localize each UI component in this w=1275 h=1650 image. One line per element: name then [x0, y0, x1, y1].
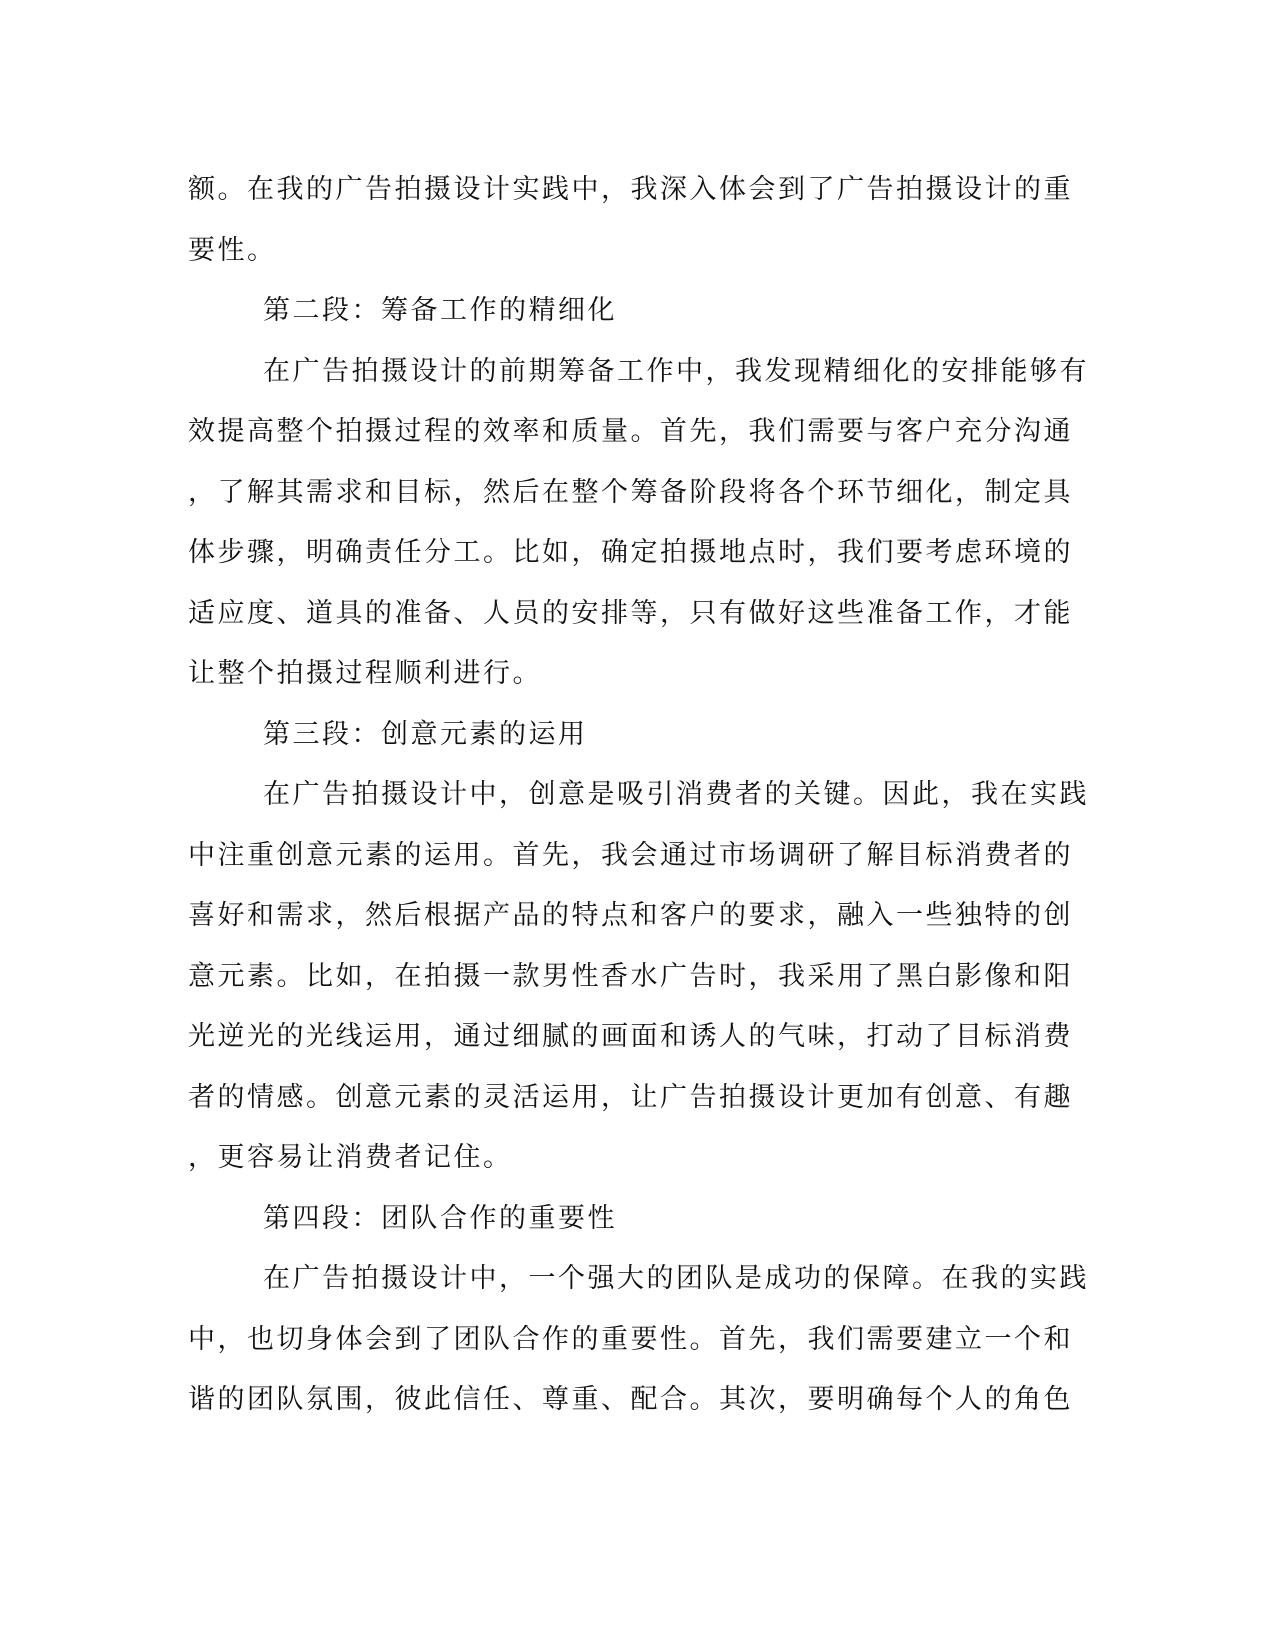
text-line: 谐的团队氛围，彼此信任、尊重、配合。其次，要明确每个人的角色 — [188, 1384, 1073, 1415]
text-line: 效提高整个拍摄过程的效率和质量。首先，我们需要与客户充分沟通 — [188, 416, 1073, 447]
text-line: 适应度、道具的准备、人员的安排等，只有做好这些准备工作，才能 — [188, 597, 1073, 629]
text-line: 中，也切身体会到了团队合作的重要性。首先，我们需要建立一个和 — [188, 1323, 1073, 1355]
text-line: 让整个拍摄过程顺利进行。 — [188, 658, 542, 689]
text-line: 体步骤，明确责任分工。比如，确定拍摄地点时，我们要考虑环境的 — [188, 537, 1073, 568]
text-line: 额。在我的广告拍摄设计实践中，我深入体会到了广告拍摄设计的重 — [188, 174, 1073, 205]
section-heading: 第三段：创意元素的运用 — [263, 718, 588, 750]
text-line: 光逆光的光线运用，通过细腻的画面和诱人的气味，打动了目标消费 — [188, 1021, 1073, 1052]
text-line: 在广告拍摄设计中，一个强大的团队是成功的保障。在我的实践 — [263, 1263, 1089, 1294]
section-heading: 第四段：团队合作的重要性 — [263, 1202, 617, 1234]
text-line: 中注重创意元素的运用。首先，我会通过市场调研了解目标消费者的 — [188, 839, 1073, 871]
text-line: ，了解其需求和目标，然后在整个筹备阶段将各个环节细化，制定具 — [188, 476, 1073, 508]
document-body — [188, 160, 1089, 1431]
text-line: ，更容易让消费者记住。 — [188, 1142, 513, 1173]
text-line: 要性。 — [188, 234, 277, 266]
text-line: 意元素。比如，在拍摄一款男性香水广告时，我采用了黑白影像和阳 — [188, 960, 1073, 992]
text-line: 在广告拍摄设计中，创意是吸引消费者的关键。因此，我在实践 — [263, 779, 1089, 810]
text-line: 喜好和需求，然后根据产品的特点和客户的要求，融入一些独特的创 — [188, 900, 1073, 931]
text-line: 在广告拍摄设计的前期筹备工作中，我发现精细化的安排能够有 — [263, 355, 1089, 387]
text-line: 者的情感。创意元素的灵活运用，让广告拍摄设计更加有创意、有趣 — [188, 1081, 1073, 1113]
section-heading: 第二段：筹备工作的精细化 — [263, 295, 617, 326]
